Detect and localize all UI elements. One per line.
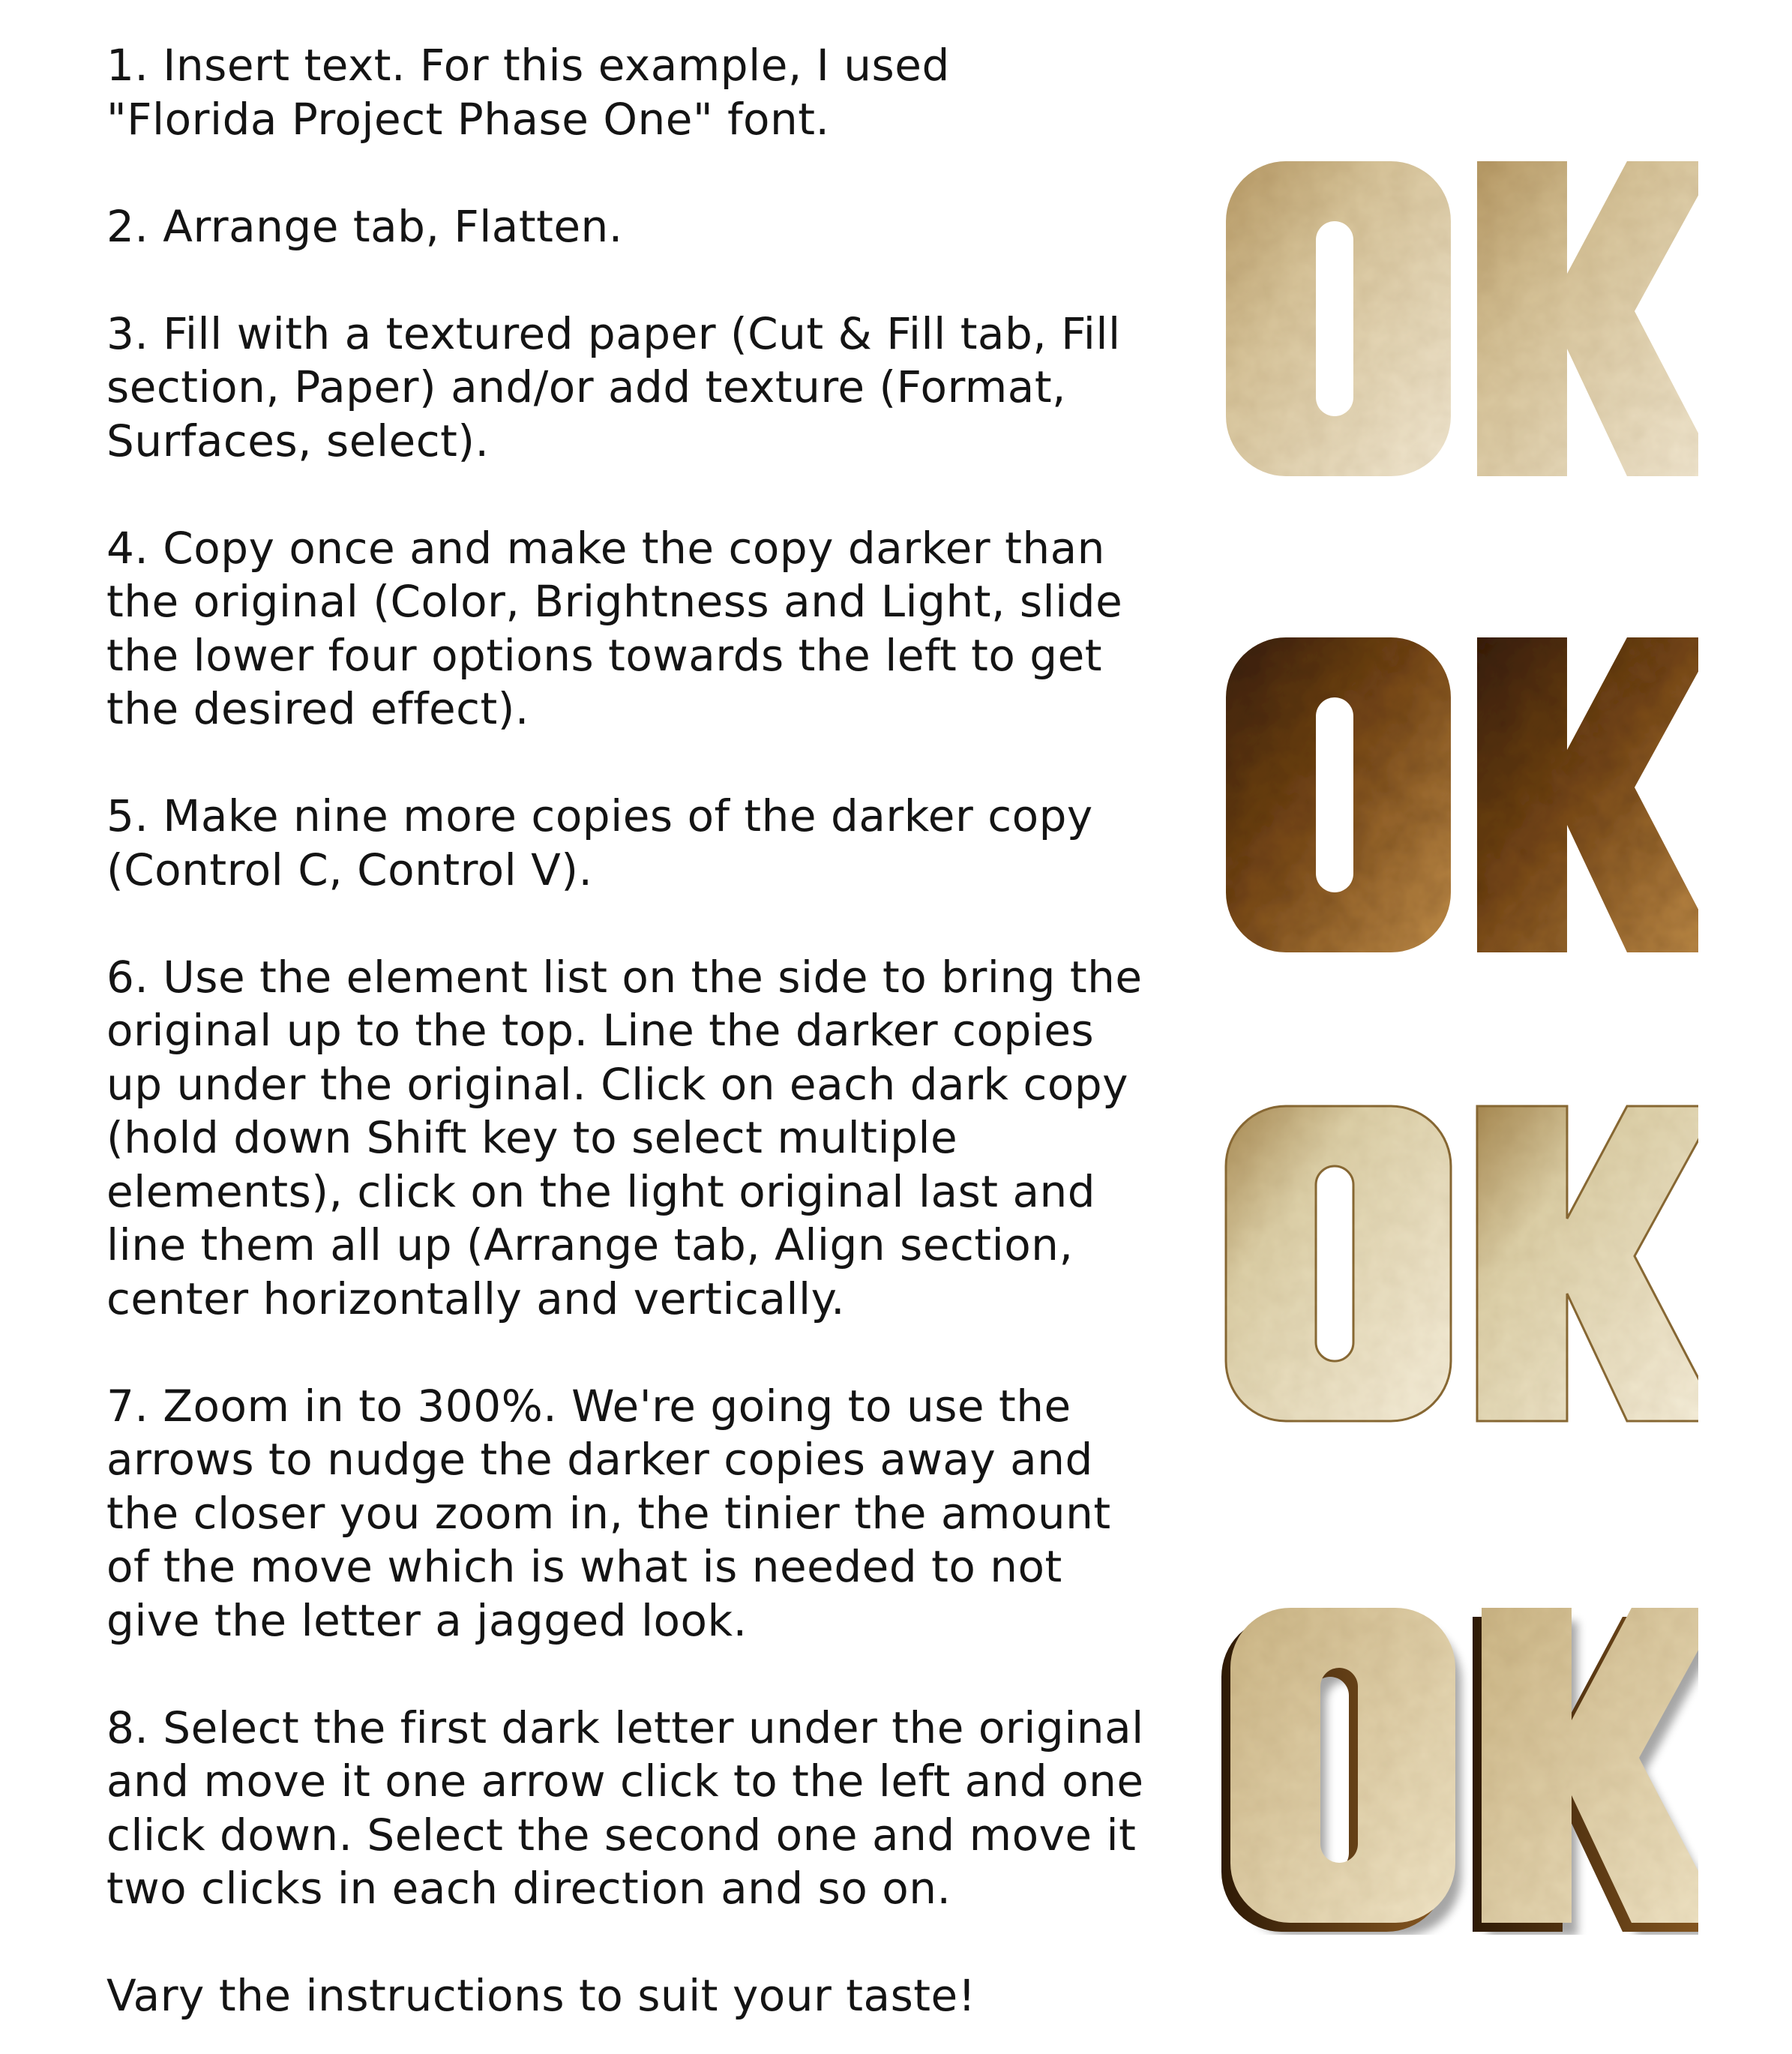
- step-3: 3. Fill with a textured paper (Cut & Fill tab, Fill section, Paper) and/or add texture (Format, Surfaces, select).: [106, 307, 1121, 466]
- step-4: 4. Copy once and make the copy darker than the original (Color, Brightness and Light, slide the lower four options towards the left to get the desired effect).: [106, 522, 1123, 734]
- step-5: 5. Make nine more copies of the darker copy (Control C, Control V).: [106, 790, 1093, 895]
- ok-example-dark: [1218, 630, 1698, 960]
- step-8: 8. Select the first dark letter under the original and move it one arrow click to the left and one click down. Select the second one and move it two clicks in each direction and so on.: [106, 1702, 1144, 1914]
- ok-letters-3d: [1218, 1605, 1698, 1935]
- ok-example-3d: [1218, 1605, 1698, 1935]
- ok-letters-light: [1218, 154, 1698, 484]
- step-1: 1. Insert text. For this example, I used "Florida Project Phase One" font.: [106, 40, 950, 145]
- instruction-text: [106, 39, 1209, 2023]
- closing-line: Vary the instructions to suit your taste!: [106, 1970, 976, 2021]
- ok-example-layered: [1218, 1099, 1698, 1429]
- ok-example-light: [1218, 154, 1698, 484]
- step-7: 7. Zoom in to 300%. We're going to use the arrows to nudge the darker copies away and the closer you zoom in, the tinier the amount of the move which is what is needed to not give the letter a jagged look.: [106, 1380, 1111, 1646]
- step-2: 2. Arrange tab, Flatten.: [106, 200, 623, 252]
- step-6: 6. Use the element list on the side to bring the original up to the top. Line the darker copies up under the original. Click on each dark copy (hold down Shift key to select multiple elements), click on the light original last and line them all up (Arrange tab, Align section, center horizontally and vertically.: [106, 951, 1143, 1324]
- ok-letters-dark: [1218, 630, 1698, 960]
- ok-letters-layered: [1218, 1099, 1698, 1429]
